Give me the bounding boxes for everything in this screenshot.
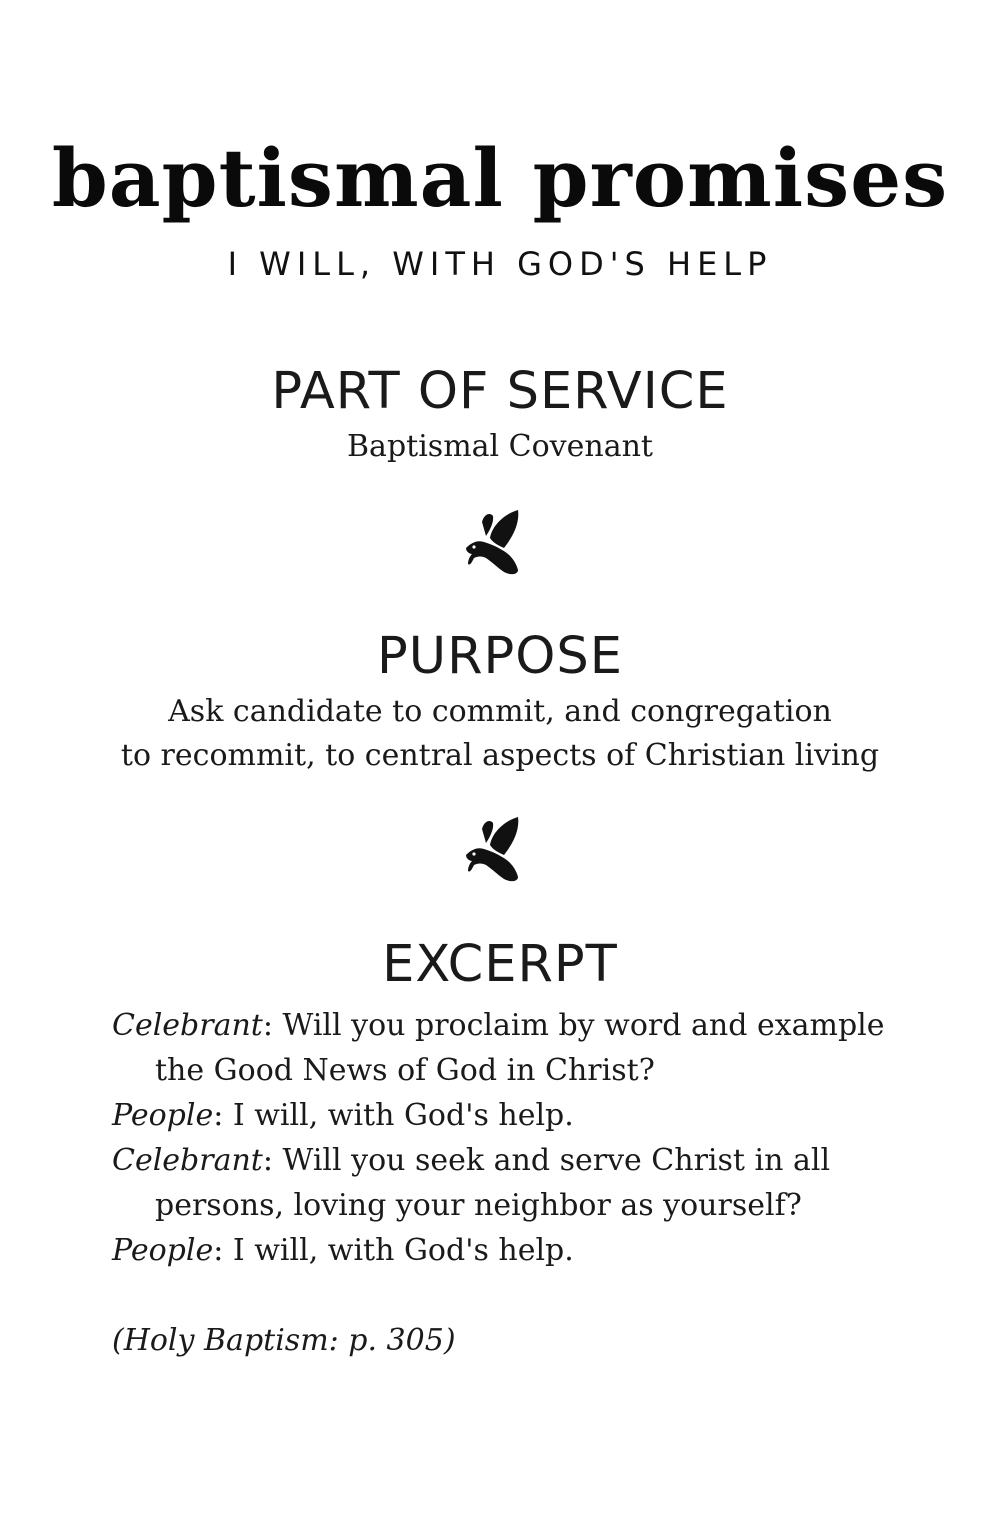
page-subtitle: I WILL, WITH GOD'S HELP <box>227 245 773 283</box>
purpose-text-line-2: to recommit, to central aspects of Christian living <box>120 738 880 773</box>
excerpt-line <box>112 1093 912 1138</box>
excerpt-line <box>112 1048 912 1093</box>
speaker-label: People <box>112 1098 214 1133</box>
excerpt-line-text: : Will you proclaim by word and example <box>262 1008 885 1043</box>
speaker-label: Celebrant <box>112 1008 263 1043</box>
part-of-service-text: Baptismal Covenant <box>347 429 653 464</box>
excerpt-text <box>112 1003 912 1273</box>
speaker-label: Celebrant <box>112 1143 263 1178</box>
excerpt-line-text: : I will, with God's help. <box>213 1098 574 1133</box>
section-heading-part-of-service: PART OF SERVICE <box>271 362 729 421</box>
excerpt-line-text: persons, loving your neighbor as yourself? <box>155 1188 802 1223</box>
section-heading-excerpt: EXCERPT <box>382 935 618 994</box>
excerpt-line <box>112 1228 912 1273</box>
excerpt-line <box>112 1138 912 1183</box>
dove-icon <box>460 815 536 891</box>
excerpt-line-text: the Good News of God in Christ? <box>155 1053 655 1088</box>
dove-icon <box>460 508 536 584</box>
purpose-text-line-1: Ask candidate to commit, and congregation <box>168 694 832 729</box>
page-title: baptismal promises <box>51 131 949 225</box>
excerpt-line-text: : Will you seek and serve Christ in all <box>262 1143 831 1178</box>
section-heading-purpose: PURPOSE <box>376 627 623 686</box>
excerpt-line <box>112 1183 912 1228</box>
excerpt-line-text: : I will, with God's help. <box>213 1233 574 1268</box>
speaker-label: People <box>112 1233 214 1268</box>
excerpt-line <box>112 1003 912 1048</box>
citation: (Holy Baptism: p. 305) <box>112 1323 456 1358</box>
